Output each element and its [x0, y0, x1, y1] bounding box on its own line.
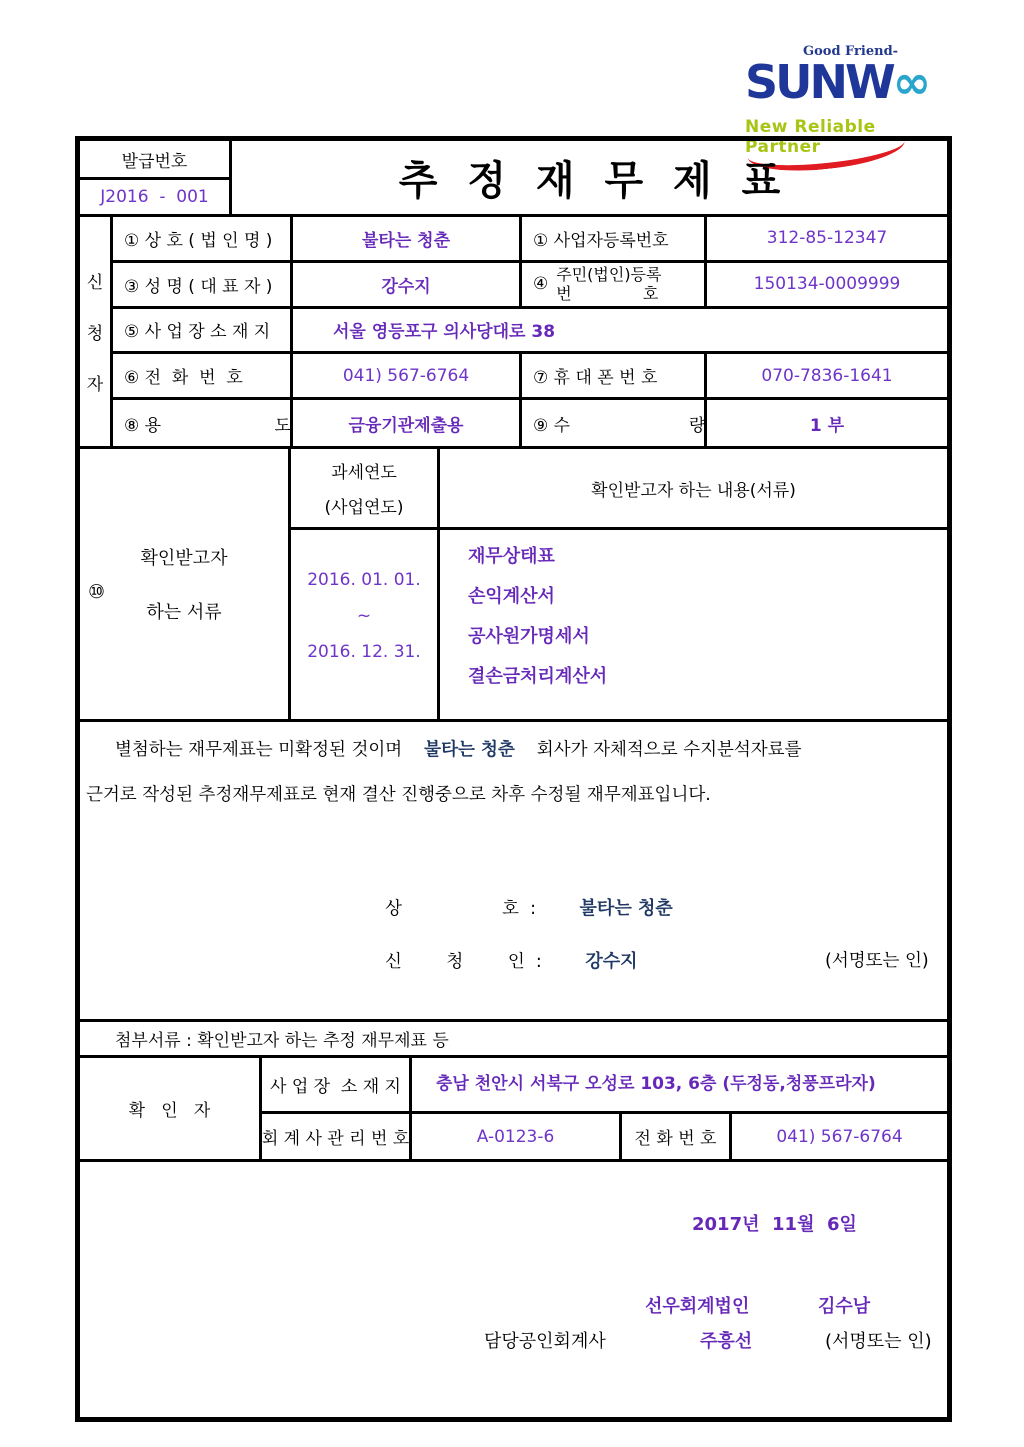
confirmation-docs-section [80, 449, 947, 722]
company-name-label: ① 상 호 ( 법 인 명 ) [113, 217, 293, 263]
period-tilde: ~ [356, 606, 372, 626]
footer-date: 2017년 11월 6일 [692, 1214, 857, 1235]
tax-year-header-line2: (사업연도) [324, 498, 404, 518]
logo-tagline-top: Good Friend- [803, 44, 899, 59]
period-end: 2016. 12. 31. [307, 642, 421, 662]
verifier-phone-label: 전 화 번 호 [622, 1114, 732, 1159]
statement-line1 [115, 736, 943, 761]
footer-representative-name: 김수남 [818, 1296, 871, 1317]
ceo-name-label: ③ 성 명 ( 대 표 자 ) [113, 263, 293, 309]
company-name-value: 불타는 청춘 [293, 217, 522, 263]
signature-company-label: 상 호 : [385, 899, 536, 919]
tax-year-header-line1: 과세연도 [331, 463, 397, 483]
period-start: 2016. 01. 01. [307, 570, 421, 590]
confirmation-title-line1: 확인받고자 [140, 548, 228, 569]
footer-section [80, 1162, 947, 1417]
statement-section [80, 722, 947, 1022]
resident-reg-no-value: 150134-0009999 [707, 263, 947, 309]
contents-header: 확인받고자 하는 내용(서류) [440, 449, 947, 530]
document-item: 손익계산서 [468, 586, 555, 607]
verifier-table [80, 1058, 947, 1162]
resident-reg-no-label-line2: 번 호 [556, 284, 659, 304]
business-reg-no-label: ① 사업자등록번호 [522, 217, 707, 263]
quantity-value: 1 부 [809, 415, 845, 436]
applicant-info-table [80, 217, 947, 449]
tax-year-header [291, 449, 440, 530]
document-item: 재무상태표 [468, 546, 555, 567]
mobile-label: ⑦ 휴 대 폰 번 호 [522, 354, 707, 400]
infinity-icon: ∞ [892, 55, 929, 109]
business-address-value: 서울 영등포구 의사당대로 38 [293, 309, 947, 355]
page-title: 추 정 재 무 제 표 [398, 158, 781, 204]
statement-line2: 근거로 작성된 추정재무제표로 현재 결산 진행중으로 차후 수정될 재무제표입니다. [86, 785, 711, 805]
confirmation-title-line2: 하는 서류 [146, 602, 222, 623]
circle-4-icon: ④ [533, 274, 549, 295]
tax-year-period [291, 530, 440, 719]
verifier-phone-value: 041) 567-6764 [776, 1126, 903, 1147]
business-address-label: ⑤ 사 업 장 소 재 지 [113, 309, 293, 355]
side-char: 신 [86, 272, 104, 293]
footer-accountant-name: 주흥선 [700, 1331, 753, 1352]
phone-label: ⑥ 전 화 번 호 [113, 354, 293, 400]
statement-part1: 별첨하는 재무제표는 미확정된 것이며 [115, 740, 403, 760]
signature-company-row [385, 894, 673, 920]
side-char: 자 [86, 374, 104, 395]
quantity-label: ⑨ 수 량 [522, 400, 707, 446]
signature-applicant-row [385, 947, 638, 973]
business-reg-no-value: 312-85-12347 [707, 217, 947, 263]
logo-brand [745, 55, 945, 109]
accountant-mgmt-no-label: 회 계 사 관 리 번 호 [262, 1114, 412, 1159]
form-frame [75, 136, 952, 1422]
phone-value: 041) 567-6764 [293, 354, 522, 400]
verifier-address-value: 충남 천안시 서북구 오성로 103, 6층 (두정동,청풍프라자) [412, 1058, 947, 1114]
footer-signature-note: (서명또는 인) [825, 1331, 932, 1352]
logo-brand-text: SUNW [745, 55, 893, 109]
statement-company-name: 불타는 청춘 [424, 740, 515, 760]
attachment-row [80, 1022, 947, 1058]
logo-tagline-bottom: New Reliable Partner [745, 117, 876, 157]
issue-number-block [80, 141, 232, 214]
signature-note: (서명또는 인) [825, 951, 929, 971]
applicant-side-label [80, 217, 113, 446]
attachment-text: 첨부서류 : 확인받고자 하는 추정 재무제표 등 [115, 1031, 449, 1051]
circle-10-icon: ⑩ [88, 581, 106, 603]
confirmation-docs-title-cell [80, 449, 291, 719]
ceo-name-value: 강수지 [293, 263, 522, 309]
form-header [80, 141, 947, 217]
document-item: 공사원가명세서 [468, 626, 590, 647]
signature-applicant-label: 신 청 인 : [385, 952, 542, 972]
document-item: 결손금처리계산서 [468, 666, 608, 687]
side-char: 청 [86, 323, 104, 344]
purpose-label: ⑧ 용 도 [113, 400, 293, 446]
footer-firm-name: 선우회계법인 [645, 1296, 750, 1317]
footer-accountant-label: 담당공인회계사 [484, 1331, 606, 1352]
resident-reg-no-label-line1: 주민(법인)등록 [556, 265, 662, 284]
resident-reg-no-label [522, 263, 707, 309]
signature-company-value: 불타는 청춘 [579, 898, 673, 919]
document-list [440, 530, 947, 719]
accountant-mgmt-no-value: A-0123-6 [412, 1114, 622, 1159]
verifier-address-label: 사 업 장 소 재 지 [262, 1058, 412, 1114]
verifier-title: 확 인 자 [80, 1058, 262, 1159]
statement-part2: 회사가 자체적으로 수지분석자료를 [536, 740, 802, 760]
signature-applicant-value: 강수지 [585, 951, 638, 972]
issue-number-label: 발급번호 [80, 141, 229, 180]
purpose-value: 금융기관제출용 [293, 400, 522, 446]
issue-number-value: J2016 - 001 [100, 187, 209, 207]
mobile-value: 070-7836-1641 [707, 354, 947, 400]
